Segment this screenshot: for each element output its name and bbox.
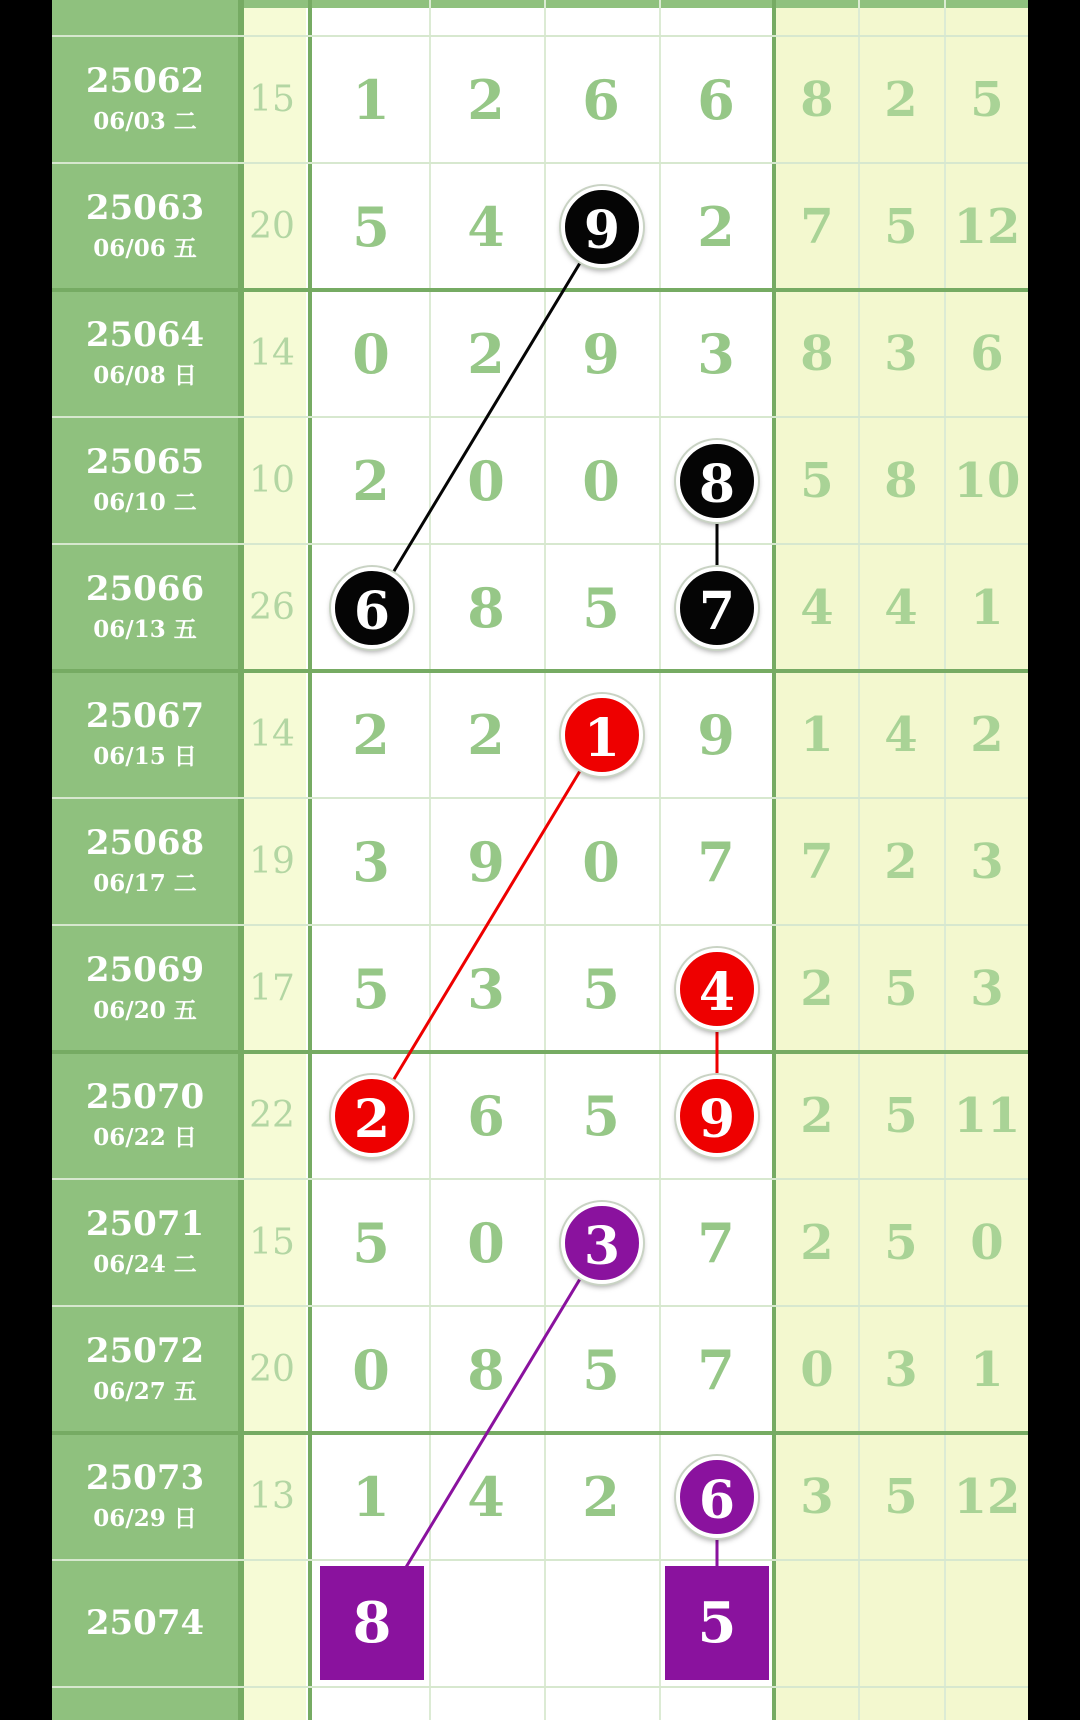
issue-number: 25067: [85, 696, 205, 736]
extra-stat: 8: [800, 71, 834, 128]
extra-stat: 7: [800, 198, 834, 255]
digit-cell: 2: [352, 702, 390, 767]
extra-stat: 12: [953, 1468, 1021, 1525]
extra-stat: 2: [970, 706, 1004, 763]
sum-value: 15: [249, 78, 295, 120]
issue-number: 25062: [85, 61, 205, 101]
extra-stat: 2: [800, 1214, 834, 1271]
extra-stat: 8: [884, 452, 918, 509]
extra-stat: 6: [970, 325, 1004, 382]
issue-date: 06/03 二: [93, 108, 197, 135]
digit-cell: 8: [467, 575, 505, 640]
sum-value: 13: [249, 1475, 295, 1517]
issue-number: 25070: [85, 1077, 205, 1117]
black-highlight-ball: 9: [561, 186, 643, 268]
extra-stat: 2: [884, 833, 918, 890]
digit-cell: 2: [467, 67, 505, 132]
digit-cell: 0: [352, 1337, 390, 1402]
digit-cell: 9: [697, 702, 735, 767]
extra-stat: 3: [884, 325, 918, 382]
issue-number: 25073: [85, 1458, 205, 1498]
extra-stat: 8: [800, 325, 834, 382]
black-trend-line: [372, 227, 602, 608]
red-highlight-ball: 1: [561, 694, 643, 776]
extra-stat: 1: [970, 1341, 1004, 1398]
purple-highlight-ball: 6: [676, 1456, 758, 1538]
extra-stat: 5: [884, 1214, 918, 1271]
digit-cell: 0: [467, 448, 505, 513]
issue-date: 06/13 五: [93, 616, 197, 643]
sum-value: 26: [249, 586, 295, 628]
digit-cell: 7: [697, 829, 735, 894]
extra-stat: 5: [884, 960, 918, 1017]
issue-date: 06/08 日: [93, 362, 197, 389]
extra-stat: 2: [800, 960, 834, 1017]
sum-value: 14: [249, 713, 295, 755]
issue-date: 06/24 二: [93, 1251, 197, 1278]
extra-stat: 5: [884, 1468, 918, 1525]
red-highlight-ball: 2: [331, 1075, 413, 1157]
lottery-trend-chart: [52, 0, 1028, 1720]
issue-number: 25066: [85, 569, 205, 609]
digit-cell: 6: [467, 1083, 505, 1148]
sum-value: 15: [249, 1221, 295, 1263]
extra-stat: 0: [800, 1341, 834, 1398]
digit-cell: 5: [352, 194, 390, 259]
digit-cell: 3: [467, 956, 505, 1021]
digit-cell: 7: [697, 1337, 735, 1402]
issue-date: 06/17 二: [93, 870, 197, 897]
sum-value: 17: [249, 967, 295, 1009]
digit-cell: 5: [582, 575, 620, 640]
extra-stat: 5: [884, 1087, 918, 1144]
digit-cell: 5: [352, 1210, 390, 1275]
prediction-issue-number: 25074: [85, 1603, 205, 1643]
digit-cell: 5: [352, 956, 390, 1021]
digit-cell: 4: [467, 1464, 505, 1529]
digit-cell: 7: [697, 1210, 735, 1275]
digit-cell: 1: [352, 1464, 390, 1529]
extra-stat: 3: [800, 1468, 834, 1525]
issue-date: 06/22 日: [93, 1124, 197, 1151]
issue-number: 25068: [85, 823, 205, 863]
extra-stat: 4: [800, 579, 834, 636]
digit-cell: 4: [467, 194, 505, 259]
purple-highlight-ball: 3: [561, 1202, 643, 1284]
digit-cell: 6: [697, 67, 735, 132]
digit-cell: 0: [467, 1210, 505, 1275]
extra-stat: 0: [970, 1214, 1004, 1271]
digit-cell: 0: [582, 829, 620, 894]
issue-number: 25072: [85, 1331, 205, 1371]
black-highlight-ball: 6: [331, 567, 413, 649]
black-highlight-ball: 8: [676, 440, 758, 522]
extra-stat: 12: [953, 198, 1021, 255]
extra-stat: 4: [884, 579, 918, 636]
digit-cell: 5: [582, 1083, 620, 1148]
sum-value: 19: [249, 840, 295, 882]
digit-cell: 3: [697, 321, 735, 386]
digit-cell: 3: [352, 829, 390, 894]
digit-cell: 5: [582, 1337, 620, 1402]
extra-stat: 7: [800, 833, 834, 890]
sum-value: 14: [249, 332, 295, 374]
extra-stat: 1: [970, 579, 1004, 636]
issue-date: 06/15 日: [93, 743, 197, 770]
trend-links: [52, 0, 1028, 1720]
issue-date: 06/10 二: [93, 489, 197, 516]
red-trend-line: [372, 735, 602, 1116]
digit-cell: 9: [467, 829, 505, 894]
red-highlight-ball: 4: [676, 948, 758, 1030]
digit-cell: 2: [582, 1464, 620, 1529]
digit-cell: 2: [467, 321, 505, 386]
issue-date: 06/20 五: [93, 997, 197, 1024]
issue-date: 06/06 五: [93, 235, 197, 262]
extra-stat: 1: [800, 706, 834, 763]
digit-cell: 2: [352, 448, 390, 513]
sum-value: 20: [249, 205, 295, 247]
digit-cell: 2: [697, 194, 735, 259]
extra-stat: 5: [884, 198, 918, 255]
digit-cell: 8: [467, 1337, 505, 1402]
digit-cell: 5: [582, 956, 620, 1021]
extra-stat: 3: [884, 1341, 918, 1398]
prediction-box: 8: [320, 1566, 424, 1680]
sum-value: 20: [249, 1348, 295, 1390]
digit-cell: 6: [582, 67, 620, 132]
extra-stat: 2: [800, 1087, 834, 1144]
sum-value: 22: [249, 1094, 295, 1136]
prediction-box: 5: [665, 1566, 769, 1680]
extra-stat: 10: [953, 452, 1021, 509]
extra-stat: 2: [884, 71, 918, 128]
issue-date: 06/29 日: [93, 1505, 197, 1532]
issue-number: 25071: [85, 1204, 205, 1244]
issue-number: 25069: [85, 950, 205, 990]
digit-cell: 1: [352, 67, 390, 132]
digit-cell: 9: [582, 321, 620, 386]
extra-stat: 3: [970, 833, 1004, 890]
issue-date: 06/27 五: [93, 1378, 197, 1405]
issue-number: 25064: [85, 315, 205, 355]
issue-number: 25065: [85, 442, 205, 482]
extra-stat: 11: [953, 1087, 1021, 1144]
red-highlight-ball: 9: [676, 1075, 758, 1157]
extra-stat: 5: [800, 452, 834, 509]
digit-cell: 2: [467, 702, 505, 767]
sum-value: 10: [249, 459, 295, 501]
extra-stat: 4: [884, 706, 918, 763]
black-highlight-ball: 7: [676, 567, 758, 649]
extra-stat: 3: [970, 960, 1004, 1017]
digit-cell: 0: [582, 448, 620, 513]
digit-cell: 0: [352, 321, 390, 386]
issue-number: 25063: [85, 188, 205, 228]
extra-stat: 5: [970, 71, 1004, 128]
